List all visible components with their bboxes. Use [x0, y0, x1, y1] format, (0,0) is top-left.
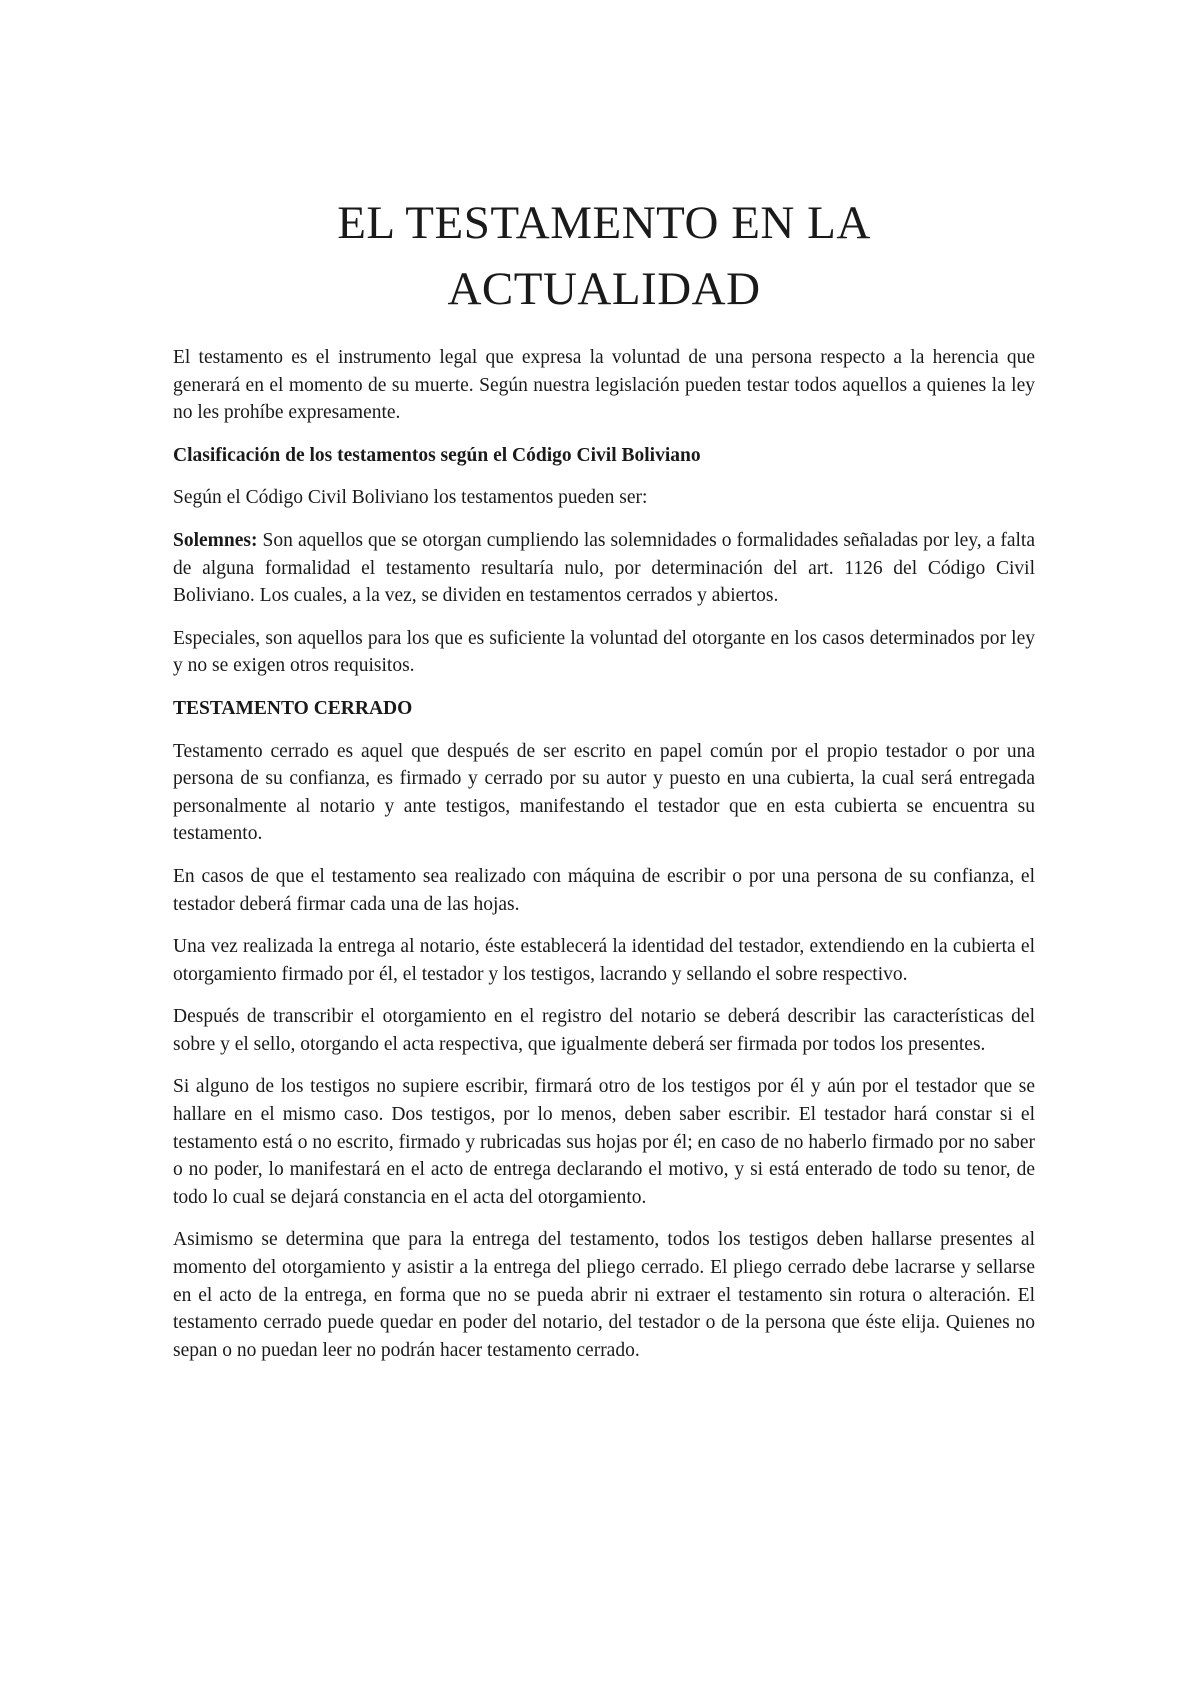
title-line-1: EL TESTAMENTO EN LA — [337, 197, 871, 249]
solemnes-paragraph — [173, 527, 1035, 610]
document-body — [173, 190, 1035, 1379]
solemnes-label: Solemnes: — [173, 529, 258, 551]
solemnes-text: Son aquellos que se otorgan cumpliendo las solemnidades o formalidades señaladas por ley, a falta de alguna formalidad el testamento resultaría nulo, por determinación del art. 1126 del Código Civil Boliviano. Los cuales, a la vez, se dividen en testamentos cerrados y abiertos. — [173, 529, 1035, 607]
title-line-2: ACTUALIDAD — [447, 263, 761, 315]
cerrado-paragraph-4: Después de transcribir el otorgamiento en el registro del notario se deberá describir las características del sobre y el sello, otorgando el acta respectiva, que igualmente deberá ser firmada por todos los presentes. — [173, 1006, 1035, 1055]
section-heading-clasificacion: Clasificación de los testamentos según el Código Civil Boliviano — [173, 444, 701, 466]
cerrado-paragraph-1: Testamento cerrado es aquel que después de ser escrito en papel común por el propio testador o por una persona de su confianza, es firmado y cerrado por su autor y puesto en una cubierta, la cual será entregada personalmente al notario y ante testigos, manifestando el testador que en esta cubierta se encuentra su testamento. — [173, 740, 1035, 845]
intro-paragraph: El testamento es el instrumento legal que expresa la voluntad de una persona respecto a la herencia que generará en el momento de su muerte. Según nuestra legislación pueden testar todos aquellos a quienes la ley no les prohíbe expresamente. — [173, 347, 1035, 424]
section-heading-cerrado: TESTAMENTO CERRADO — [173, 697, 413, 719]
cerrado-paragraph-5: Si alguno de los testigos no supiere escribir, firmará otro de los testigos por él y aún por el testador que se hallare en el mismo caso. Dos testigos, por lo menos, deben saber escribir. El testador hará constar si el testamento está o no escrito, firmado y rubricadas sus hojas por él; en caso de no haberlo firmado por no saber o no poder, lo manifestará en el acto de entrega declarando el motivo, y si está enterado de todo su tenor, de todo lo cual se dejará constancia en el acta del otorgamiento. — [173, 1076, 1035, 1208]
cerrado-paragraph-3: Una vez realizada la entrega al notario, éste establecerá la identidad del testador, extendiendo en la cubierta el otorgamiento firmado por él, el testador y los testigos, lacrando y sellando el sobre respectivo. — [173, 936, 1035, 985]
cerrado-paragraph-6: Asimismo se determina que para la entrega del testamento, todos los testigos deben hallarse presentes al momento del otorgamiento y asistir a la entrega del pliego cerrado. El pliego cerrado debe lacrarse y sellarse en el acto de la entrega, en forma que no se pueda abrir ni extraer el testamento sin rotura o alteración. El testamento cerrado puede quedar en poder del notario, del testador o de la persona que éste elija. Quienes no sepan o no puedan leer no podrán hacer testamento cerrado. — [173, 1229, 1035, 1361]
clasificacion-paragraph: Según el Código Civil Boliviano los testamentos pueden ser: — [173, 487, 648, 509]
document-title — [173, 190, 1035, 322]
especiales-paragraph: Especiales, son aquellos para los que es suficiente la voluntad del otorgante en los casos determinados por ley y no se exigen otros requisitos. — [173, 627, 1035, 677]
cerrado-paragraph-2: En casos de que el testamento sea realizado con máquina de escribir o por una persona de su confianza, el testador deberá firmar cada una de las hojas. — [173, 865, 1035, 915]
